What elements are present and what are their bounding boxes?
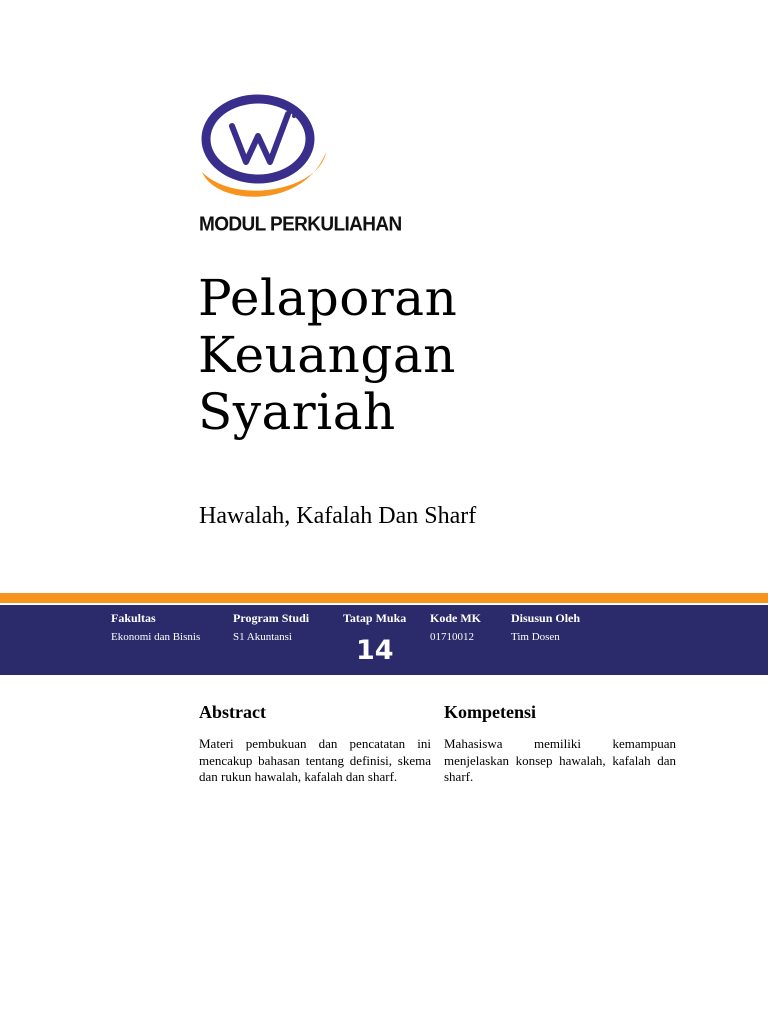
kode-mk-label: Kode MK (430, 611, 481, 625)
abstract-text: Materi pembukuan dan pencatatan ini mencakup bahasan tentang definisi, skema dan rukun hawalah, kafalah dan sharf. (199, 736, 431, 784)
fakultas-label: Fakultas (111, 611, 156, 625)
disusun-oleh-label: Disusun Oleh (511, 611, 581, 625)
program-studi-label: Program Studi (233, 611, 310, 625)
kompetensi-text: Mahasiswa memiliki kemampuan menjelaskan konsep hawalah, kafalah dan sharf. (444, 736, 676, 784)
document-title (198, 270, 457, 441)
course-info-band (0, 605, 768, 675)
orange-divider (0, 593, 768, 603)
title-line: Pelaporan (198, 269, 458, 327)
kode-mk-value: 01710012 (430, 631, 474, 643)
program-studi-value: S1 Akuntansi (233, 631, 292, 643)
title-line: Keuangan (198, 326, 456, 384)
university-logo-icon (196, 90, 330, 210)
disusun-oleh-value: Tim Dosen (511, 631, 560, 643)
tatap-muka-value: 14 (356, 635, 394, 666)
abstract-heading: Abstract (199, 702, 266, 722)
tatap-muka-label: Tatap Muka (343, 611, 407, 625)
title-line: Syariah (198, 383, 396, 441)
module-label: MODUL PERKULIAHAN (199, 213, 402, 236)
fakultas-value: Ekonomi dan Bisnis (111, 631, 201, 643)
document-subtitle: Hawalah, Kafalah Dan Sharf (199, 503, 477, 529)
kompetensi-heading: Kompetensi (444, 702, 536, 722)
